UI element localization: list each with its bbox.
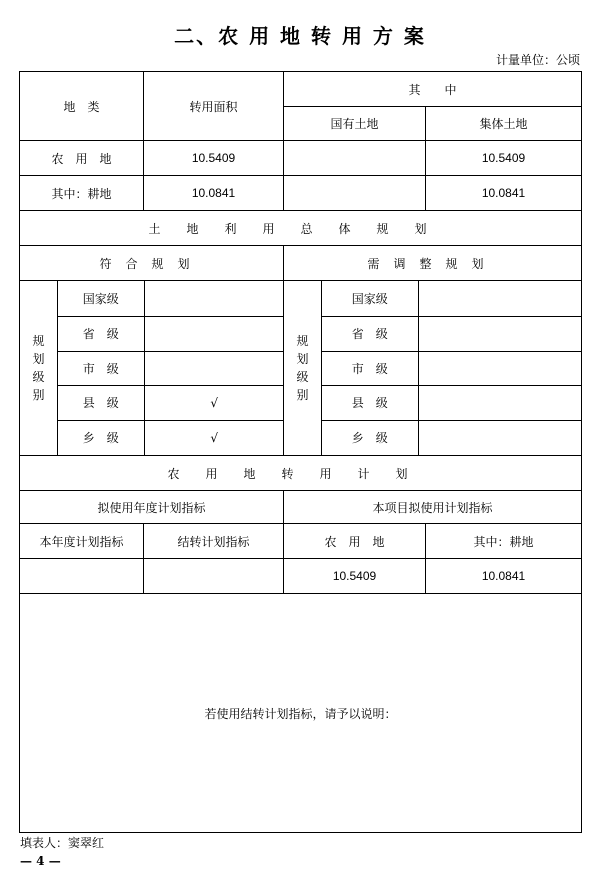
- page-title: 二、农 用 地 转 用 方 案: [174, 24, 426, 48]
- cultivated-value: 10.0841: [426, 559, 582, 594]
- table-row: [20, 559, 582, 594]
- current-year-header: 本年度计划指标: [20, 524, 144, 559]
- conversion-form-table: [19, 71, 582, 833]
- level-row: [322, 316, 582, 351]
- level-row: [322, 351, 582, 385]
- table-row: [20, 176, 582, 211]
- conform-mark: √: [144, 420, 284, 455]
- conform-levels-table: [58, 281, 284, 455]
- plan-level-label-left: 规划级别: [20, 281, 58, 456]
- cultivated-header: 其中：耕地: [426, 524, 582, 559]
- planned-use-header: 拟使用年度计划指标: [20, 491, 284, 524]
- carryover-explanation-note: 若使用结转计划指标，请予以说明：: [20, 594, 582, 833]
- level-row: [58, 316, 284, 351]
- row-collective: 10.5409: [426, 141, 582, 176]
- level-row: [58, 351, 284, 385]
- level-row: [322, 385, 582, 420]
- conform-mark: [144, 281, 284, 316]
- unit-note: 计量单位：公顷: [495, 53, 580, 67]
- project-use-header: 本项目拟使用计划指标: [284, 491, 582, 524]
- carryover-header: 结转计划指标: [144, 524, 284, 559]
- level-row: [58, 281, 284, 316]
- row-label: 农 用 地: [20, 141, 144, 176]
- form-filler: 填表人：窦翠红: [20, 836, 105, 850]
- level-label: 县 级: [322, 385, 418, 420]
- conform-mark: √: [144, 385, 284, 420]
- row-collective: 10.0841: [426, 176, 582, 211]
- current-year-value: [20, 559, 144, 594]
- adjust-mark: [418, 351, 582, 385]
- level-label: 省 级: [58, 316, 144, 351]
- page-number: — 4 —: [20, 854, 61, 868]
- adjust-mark: [418, 420, 582, 455]
- farmland-header: 农 用 地: [284, 524, 426, 559]
- level-row: [58, 420, 284, 455]
- row-area: 10.5409: [144, 141, 284, 176]
- header-of-which: 其 中: [284, 72, 582, 107]
- adjust-plan-header: 需调整规划: [284, 246, 582, 281]
- level-label: 国家级: [322, 281, 418, 316]
- adjust-levels-table: [322, 281, 582, 455]
- conform-mark: [144, 351, 284, 385]
- level-label: 市 级: [58, 351, 144, 385]
- level-label: 国家级: [58, 281, 144, 316]
- row-state: [284, 141, 426, 176]
- level-label: 乡 级: [58, 420, 144, 455]
- farmland-value: 10.5409: [284, 559, 426, 594]
- adjust-levels-cell: [322, 281, 582, 456]
- conform-mark: [144, 316, 284, 351]
- header-collective: 集体土地: [426, 107, 582, 141]
- level-row: [58, 385, 284, 420]
- adjust-mark: [418, 316, 582, 351]
- plan-level-label-right: 规划级别: [284, 281, 322, 456]
- row-label: 其中：耕地: [20, 176, 144, 211]
- level-row: [322, 281, 582, 316]
- header-land-type: 地 类: [20, 72, 144, 141]
- carryover-value: [144, 559, 284, 594]
- conform-plan-header: 符合规划: [20, 246, 284, 281]
- section-title-conversion-plan: 农用地转用计划: [20, 456, 582, 491]
- section-title-land-use-plan: 土地利用总体规划: [20, 211, 582, 246]
- header-converted-area: 转用面积: [144, 72, 284, 141]
- row-area: 10.0841: [144, 176, 284, 211]
- level-label: 市 级: [322, 351, 418, 385]
- header-state-owned: 国有土地: [284, 107, 426, 141]
- level-row: [322, 420, 582, 455]
- conform-levels-cell: [58, 281, 284, 456]
- level-label: 乡 级: [322, 420, 418, 455]
- adjust-mark: [418, 281, 582, 316]
- adjust-mark: [418, 385, 582, 420]
- table-row: [20, 141, 582, 176]
- level-label: 县 级: [58, 385, 144, 420]
- row-state: [284, 176, 426, 211]
- level-label: 省 级: [322, 316, 418, 351]
